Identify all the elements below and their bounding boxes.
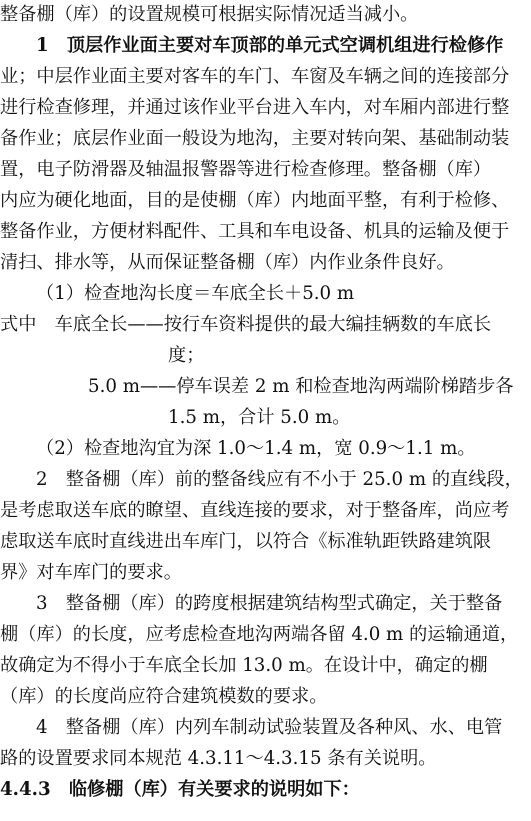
text-line: 棚（库）的长度，应考虑检查地沟两端各留 4.0 m 的运输通道， — [0, 624, 519, 645]
text-line: 整备作业，方便材料配件、工具和车电设备、机具的运输及便于 — [0, 221, 510, 242]
text-line: 内应为硬化地面，目的是使棚（库）内地面平整，有利于检修、 — [0, 190, 510, 211]
text-line: 路的设置要求同本规范 4.3.11～4.3.15 条有关说明。 — [0, 748, 437, 769]
text-line: 进行检查修理，并通过该作业平台进入车内，对车厢内部进行整 — [0, 97, 510, 118]
text-line: 故确定为不得小于车底全长加 13.0 m。在设计中，确定的棚 — [0, 655, 488, 676]
section-heading: 4.4.3 临修棚（库）有关要求的说明如下： — [0, 779, 360, 800]
text-line: （1）检查地沟长度＝车底全长＋5.0 m — [36, 283, 355, 304]
text-line: （2）检查地沟宜为深 1.0～1.4 m，宽 0.9～1.1 m。 — [36, 438, 476, 459]
text-line: 3 整备棚（库）的跨度根据建筑结构型式确定，关于整备 — [36, 593, 503, 614]
text-line: 是考虑取送车底的瞭望、直线连接的要求，对于整备库，尚应考 — [0, 500, 510, 521]
text-line: 界》对车库门的要求。 — [0, 562, 182, 583]
text-line: 1.5 m，合计 5.0 m。 — [168, 407, 351, 428]
text-line: 清扫、排水等，从而保证整备棚（库）内作业条件良好。 — [0, 252, 455, 273]
text-line: 1 顶层作业面主要对车顶部的单元式空调机组进行检修作 — [36, 35, 504, 56]
text-line: 4 整备棚（库）内列车制动试验装置及各种风、水、电管 — [36, 717, 503, 738]
text-line: 虑取送车底时直线进出车库门，以符合《标准轨距铁路建筑限 — [0, 531, 492, 552]
text-line: 2 整备棚（库）前的整备线应有不小于 25.0 m 的直线段， — [36, 469, 523, 490]
text-line: 5.0 m——停车误差 2 m 和检查地沟两端阶梯踏步各 — [88, 376, 514, 397]
text-line: （库）的长度尚应符合建筑模数的要求。 — [0, 686, 328, 707]
text-line: 业；中层作业面主要对客车的车门、车窗及车辆之间的连接部分 — [0, 66, 510, 87]
text-line: 式中 车底全长——按行车资料提供的最大编挂辆数的车底长 — [0, 314, 492, 335]
text-line: 度； — [168, 345, 205, 366]
text-line: 置，电子防滑器及轴温报警器等进行检查修理。整备棚（库） — [0, 159, 492, 180]
text-line: 备作业；底层作业面一般设为地沟，主要对转向架、基础制动装 — [0, 128, 510, 149]
text-line: 整备棚（库）的设置规模可根据实际情况适当减小。 — [0, 4, 419, 25]
